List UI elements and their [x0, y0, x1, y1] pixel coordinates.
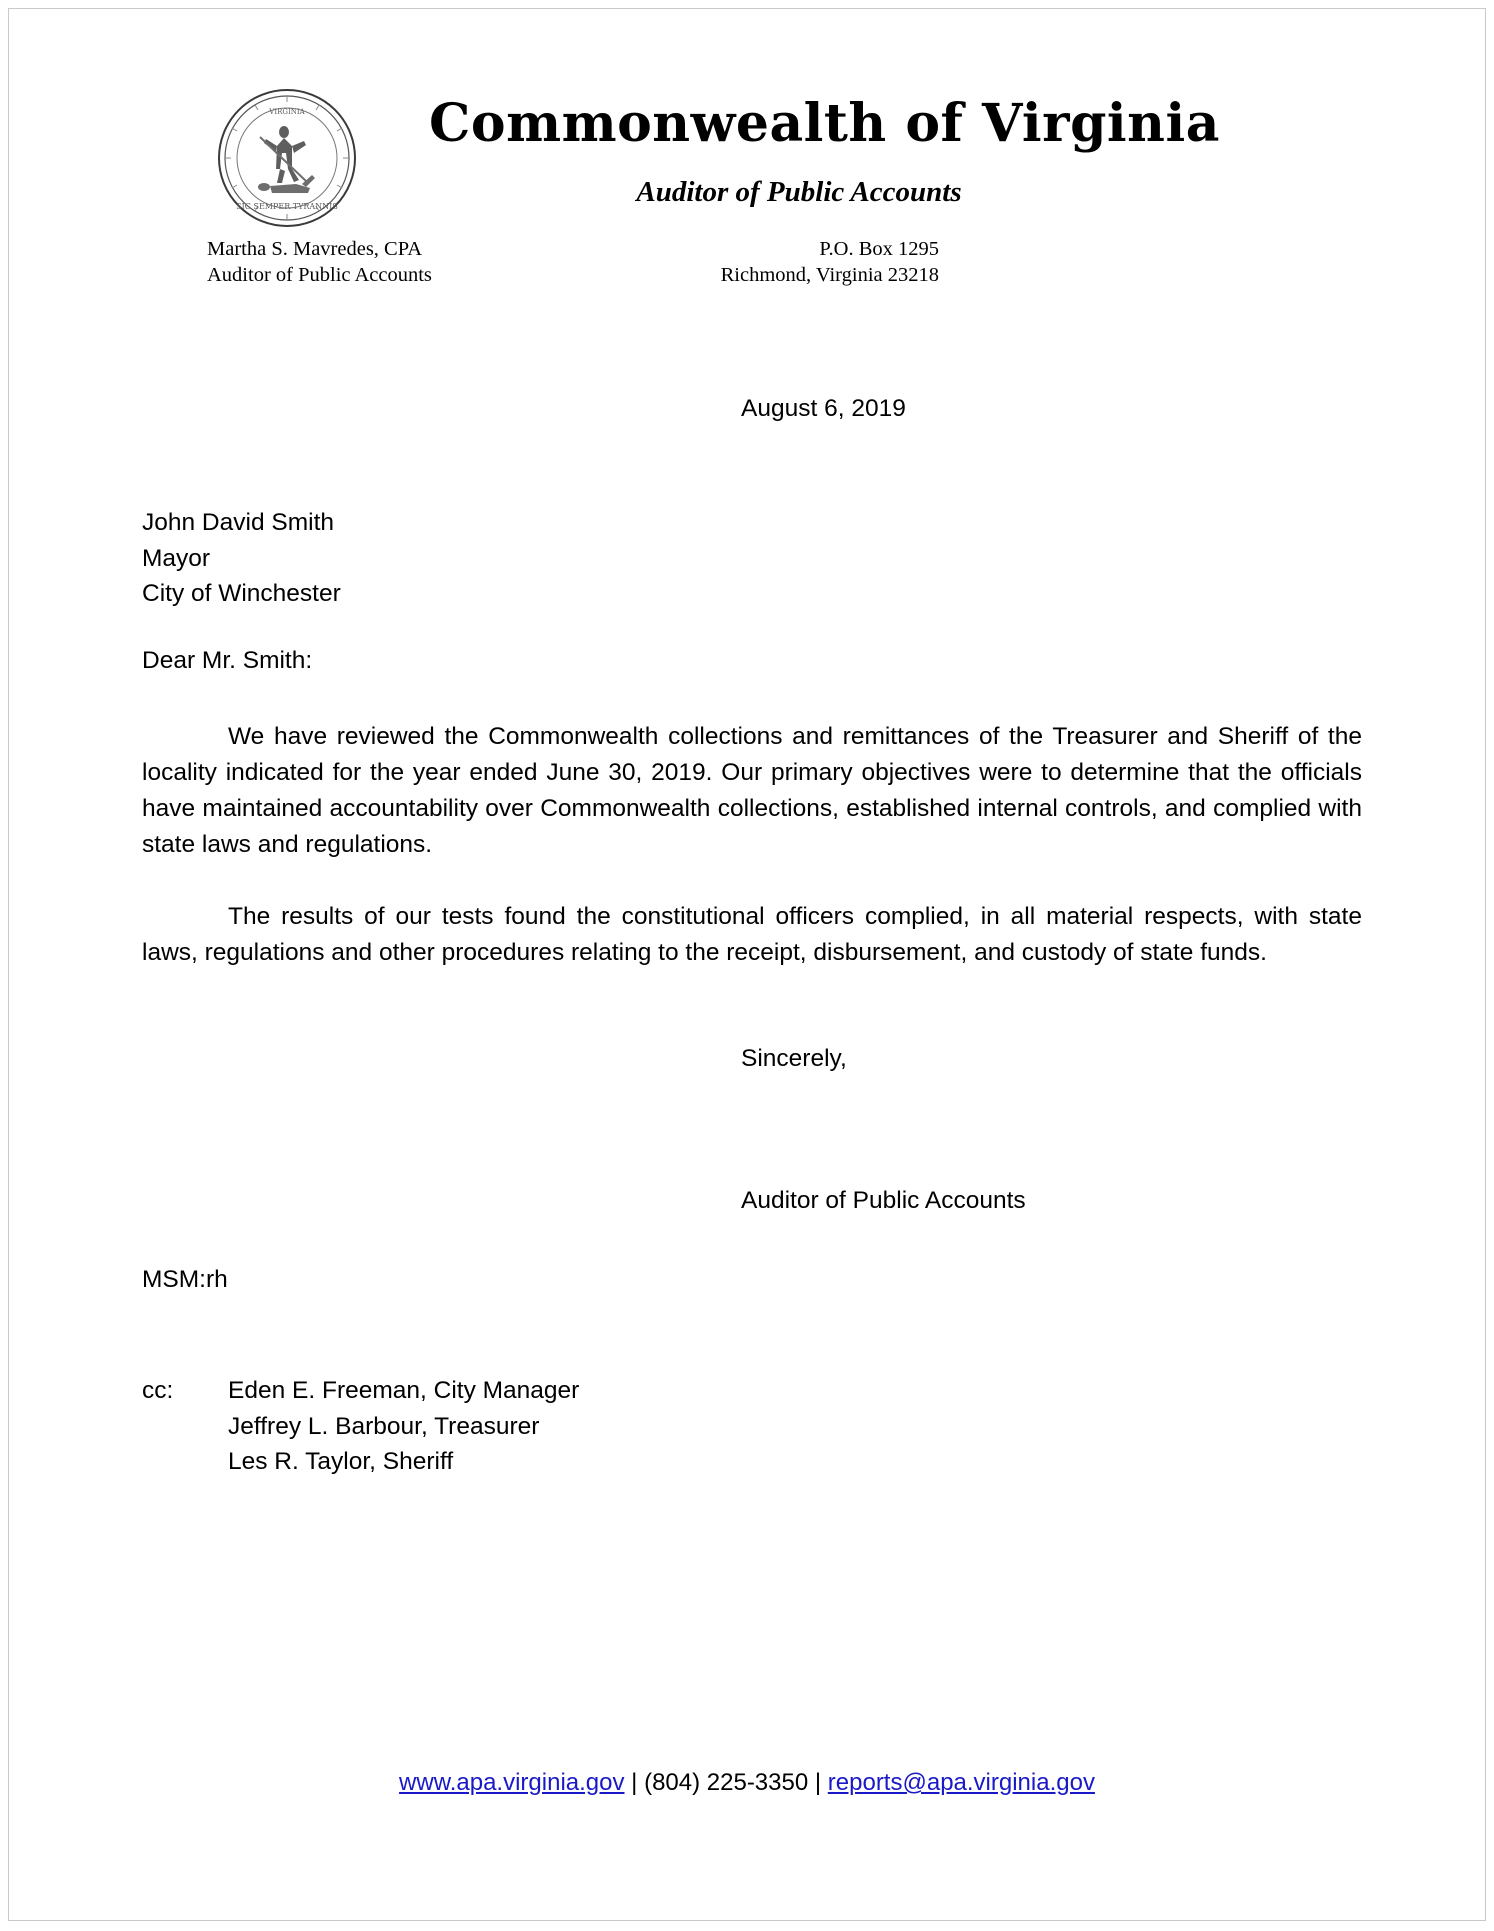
- letter-content: [9, 9, 1485, 1920]
- addressee-title: Mayor: [142, 544, 211, 572]
- typist-initials: MSM:rh: [142, 1266, 228, 1293]
- email-link[interactable]: reports@apa.virginia.gov: [827, 1769, 1095, 1796]
- salutation: Dear Mr. Smith:: [142, 647, 313, 674]
- cc-block: [142, 1373, 579, 1480]
- page-sheet: [8, 8, 1486, 1921]
- svg-text:SIC SEMPER TYRANNIS: SIC SEMPER TYRANNIS: [236, 202, 338, 211]
- closing: Sincerely,: [741, 1045, 847, 1072]
- office-po-box: P.O. Box 1295: [819, 238, 939, 260]
- virginia-state-seal-icon: [216, 87, 358, 229]
- footer-separator: |: [808, 1769, 828, 1796]
- addressee-name: John David Smith: [142, 509, 335, 536]
- cc-recipient: Jeffrey L. Barbour, Treasurer: [228, 1412, 540, 1440]
- addressee-block: [142, 505, 341, 612]
- letterhead-title: Commonwealth of Virginia: [429, 93, 1220, 154]
- body-paragraph-1: We have reviewed the Commonwealth collections and remittances of the Treasurer and Sheriff of the locality indicated for the year ended June 30, 2019. Our primary objectives were to determine that the officials have maintained accountability over Commonwealth collections, established internal controls, and complied with state laws and regulations.: [142, 723, 1362, 858]
- addressee-organization: City of Winchester: [142, 580, 341, 607]
- auditor-identity-block: [207, 236, 432, 288]
- footer-separator: |: [624, 1769, 645, 1796]
- auditor-name: Martha S. Mavredes, CPA: [207, 238, 423, 260]
- office-city-state-zip: Richmond, Virginia 23218: [720, 264, 939, 286]
- website-link[interactable]: www.apa.virginia.gov: [399, 1769, 625, 1796]
- footer: [9, 1769, 1485, 1797]
- cc-label: cc:: [142, 1377, 174, 1404]
- auditor-role: Auditor of Public Accounts: [207, 264, 432, 286]
- letterhead-subtitle: Auditor of Public Accounts: [636, 176, 962, 208]
- signature-title: Auditor of Public Accounts: [741, 1187, 1026, 1214]
- body-paragraph-2: The results of our tests found the constitutional officers complied, in all material respects, with state laws, regulations and other procedures relating to the receipt, disbursement, and custody of state funds.: [142, 903, 1362, 966]
- footer-phone: (804) 225-3350: [644, 1769, 809, 1796]
- letter-date: August 6, 2019: [741, 395, 906, 422]
- cc-recipient: Les R. Taylor, Sheriff: [228, 1448, 454, 1475]
- svg-text:VIRGINIA: VIRGINIA: [269, 108, 305, 116]
- letterhead: [9, 71, 1485, 301]
- cc-recipient: Eden E. Freeman, City Manager: [228, 1377, 580, 1404]
